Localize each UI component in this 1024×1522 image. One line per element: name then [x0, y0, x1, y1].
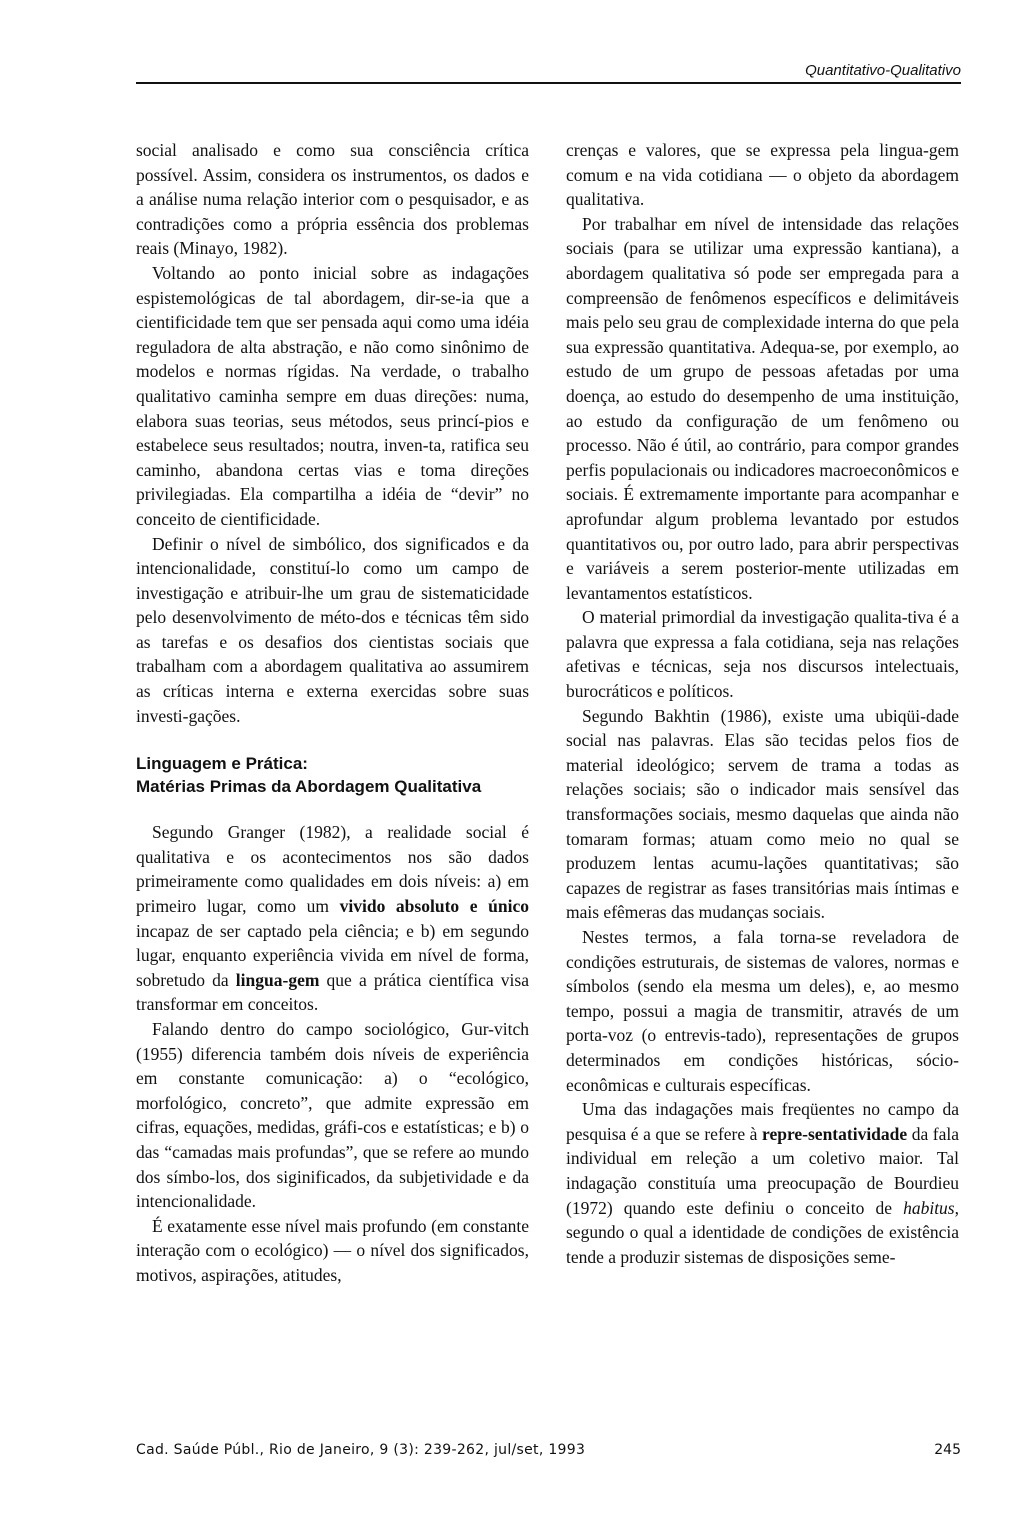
- journal-citation: Cad. Saúde Públ., Rio de Janeiro, 9 (3): 239-262, jul/set, 1993: [136, 1442, 586, 1458]
- paragraph: É exatamente esse nível mais profundo (em constante interação com o ecológico) — o nível dos significados, motivos, aspirações, atitudes,: [136, 1215, 529, 1285]
- paragraph: Definir o nível de simbólico, dos significados e da intencionalidade, constituí-lo como um campo de investigação e atribuir-lhe um grau de sistematicidade pelo desenvolvimento de méto-dos e técnicas têm sido as tarefas e os desafios dos cientistas sociais que trabalham com a abordagem qualitativa ao assumirem as críticas interna e externa exercidas sobre suas investi-gações.: [136, 533, 529, 726]
- paragraph: Voltando ao ponto inicial sobre as indagações espistemológicas de tal abordagem, dir-se-ia que a cientificidade tem que ser pensada aqui como uma idéia reguladora de alta abstração, e não como sinônimo de modelos e normas rígidas. Na verdade, o trabalho qualitativo caminha sempre em duas direções: numa, elabora suas teorias, seus métodos, seus princí-pios e estabelece seus resultados; noutra, inven-ta, ratifica seu caminho, abandona certas vias e toma direções privilegiadas. Ela compartilha a idéia de “devir” no conceito de cientificidade.: [136, 262, 529, 529]
- paragraph: Segundo Bakhtin (1986), existe uma ubiqüi-dade social nas palavras. Elas são tecidas pelos fios de material ideológico; servem de trama a todas as relações sociais; são o indicador mais sensível das transformações sociais, mesmo daquelas que ainda não tomaram formas; atuam como meio no qual se produzem lentas acumu-lações quantitativas; são capazes de registrar as fases transitórias mais íntimas e mais efêmeras das mudanças sociais.: [566, 705, 959, 923]
- paragraph: Nestes termos, a fala torna-se reveladora de condições estruturais, de sistemas de valores, normas e símbolos (sendo ela mesma um deles), e, ao mesmo tempo, possui a magia de transmitir, através de um porta-voz (o entrevis-tado), representações de grupos determinados em condições históricas, sócio-econômicas e culturais específicas.: [566, 927, 959, 1095]
- section-heading-line: Linguagem e Prática:: [136, 754, 308, 774]
- running-title: Quantitativo-Qualitativo: [805, 62, 961, 79]
- header-rule: [136, 82, 961, 84]
- bold-term: repre-sentatividade: [762, 1123, 908, 1144]
- text-run: Uma das indagações mais freqüentes no campo da pesquisa é a que se refere à: [566, 1099, 959, 1144]
- left-column: [136, 138, 529, 1288]
- italic-term: habitus: [903, 1197, 955, 1218]
- bold-term: vivido absoluto e único: [339, 896, 529, 917]
- paragraph: social analisado e como sua consciência crítica possível. Assim, considera os instrumentos, os dados e a análise numa relação interior com o pesquisador, e as contradições como a própria essência dos problemas reais (Minayo, 1982).: [136, 140, 529, 259]
- paragraph: Por trabalhar em nível de intensidade das relações sociais (para se utilizar uma expressão kantiana), a abordagem qualitativa só pode ser empregada para a compreensão de fenômenos específicos e delimitáveis mais pelo seu grau de complexidade interna do que pela sua expressão quantitativa. Adequa-se, por exemplo, ao estudo de um grupo de pessoas afetadas por uma doença, ao estudo do desempenho de uma instituição, ao estudo da configuração de um fenômeno ou processo. Não é útil, ao contrário, para compor grandes perfis populacionais ou indicadores macroeconômicos e sociais. É extremamente importante para acompanhar e aprofundar algum problema levantado por estudos quantitativos ou, por outro lado, para abrir perspectivas e variáveis a serem posterior-mente utilizadas em levantamentos estatísticos.: [566, 213, 959, 603]
- text-run: incapaz de ser captado pela ciência; e b) em segundo lugar, enquanto experiência vivida em nível de forma, sobretudo da: [136, 920, 529, 990]
- text-run: que a prática científica visa transformar em conceitos.: [136, 969, 529, 1015]
- bold-term: lingua-gem: [235, 969, 320, 990]
- paragraph: [566, 1097, 959, 1269]
- section-heading: [136, 752, 529, 798]
- right-column: [566, 138, 959, 1269]
- text-run: , segundo o qual a identidade de condições de existência tende a produzir sistemas de disposições seme-: [566, 1197, 959, 1267]
- paragraph: Falando dentro do campo sociológico, Gur-vitch (1955) diferencia também dois níveis de experiência em constante comunicação: a) o “ecológico, morfológico, concreto”, que admite expressão em cifras, equações, medidas, gráfi-cos e estatísticas; e b) o das “camadas mais profundas”, que se refere ao mundo dos símbo-los, dos siginificados, da subjetividade e da intencionalidade.: [136, 1019, 529, 1212]
- text-run: da fala individual em releção a um coletivo maior. Tal indagação constituía uma preocupação de Bourdieu (1972) quando este definiu o conceito de: [566, 1123, 959, 1218]
- section-heading-line: Matérias Primas da Abordagem Qualitativa: [136, 777, 482, 797]
- paragraph: O material primordial da investigação qualita-tiva é a palavra que expressa a fala cotidiana, seja nas relações afetivas e técnicas, seja nos discursos intelectuais, burocráticos e políticos.: [566, 607, 959, 702]
- page-number: 245: [934, 1442, 961, 1458]
- paragraph: [136, 820, 529, 1017]
- text-run: Segundo Granger (1982), a realidade social é qualitativa e os acontecimentos nos são dados primeiramente como qualidades em dois níveis: a) em primeiro lugar, como um: [136, 822, 529, 917]
- paragraph: crenças e valores, que se expressa pela lingua-gem comum e na vida cotidiana — o objeto da abordagem qualitativa.: [566, 140, 959, 210]
